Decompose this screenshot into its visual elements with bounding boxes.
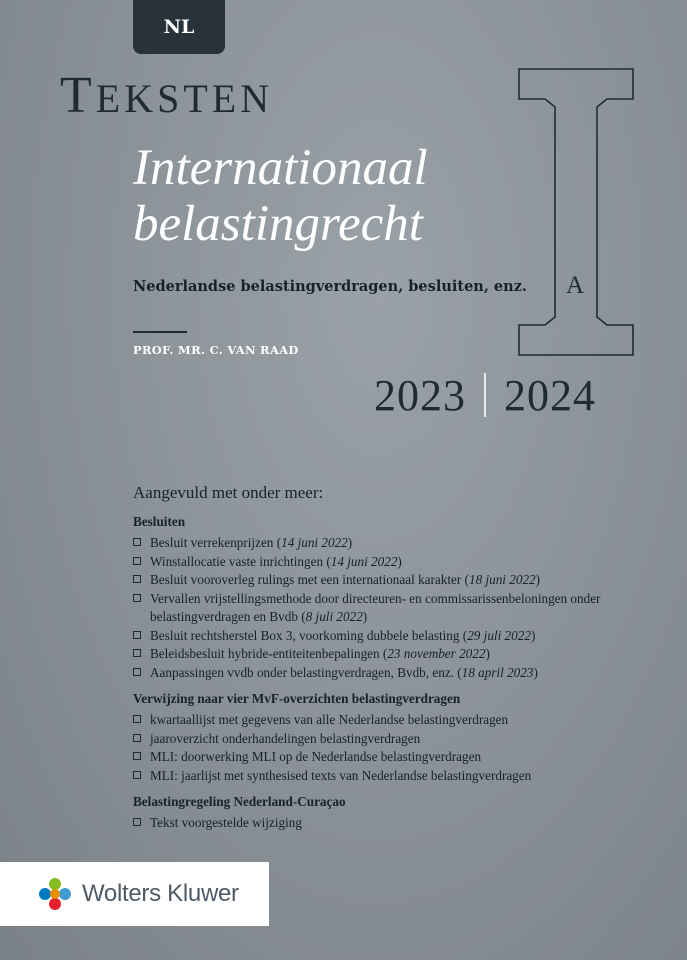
list-item: Besluit verrekenprijzen (14 juni 2022) (133, 534, 673, 553)
contents-heading: Aangevuld met onder meer: (133, 483, 324, 502)
list-item: Winstallocatie vaste inrichtingen (14 juni 2022) (133, 553, 673, 572)
edition-years (374, 370, 596, 420)
checkbox-icon (133, 752, 141, 760)
section-title: Belastingregeling Nederland-Curaçao (133, 794, 346, 809)
year-start: 2023 (374, 370, 466, 420)
section-title: Besluiten (133, 514, 186, 529)
section-items (133, 534, 673, 682)
checkbox-icon (133, 715, 141, 723)
book-title-line-1: Internationaal (133, 140, 428, 196)
list-item: kwartaallijst met gegevens van alle Nederlandse belastingverdragen (133, 711, 673, 730)
list-item: Besluit rechtsherstel Box 3, voorkoming dubbele belasting (29 juli 2022) (133, 627, 673, 646)
volume-letter: A (566, 272, 585, 299)
author: PROF. MR. C. VAN RAAD (133, 343, 299, 357)
publisher-name: Wolters Kluwer (82, 880, 239, 907)
list-item: Tekst voorgestelde wijziging (133, 814, 673, 833)
checkbox-icon (133, 818, 141, 826)
list-item: MLI: doorwerking MLI op de Nederlandse belastingverdragen (133, 748, 673, 767)
list-item: Beleidsbesluit hybride-entiteitenbepalingen (23 november 2022) (133, 645, 673, 664)
tagline: Nederlandse belastingverdragen, besluiten, enz. (133, 278, 527, 295)
contents-list (133, 483, 673, 842)
book-title (133, 140, 428, 252)
roman-i-emblem (515, 66, 637, 358)
divider-rule (133, 331, 187, 333)
series-title (60, 67, 274, 124)
list-item: Vervallen vrijstellingsmethode door directeuren- en commissarissenbeloningen onder belastingverdragen en Bvdb (8 juli 2022) (133, 590, 673, 627)
checkbox-icon (133, 734, 141, 742)
series-title-initial: T (60, 67, 96, 124)
checkbox-icon (133, 557, 141, 565)
language-tab: NL (133, 0, 225, 54)
publisher-logo (0, 862, 269, 926)
list-item: jaaroverzicht onderhandelingen belastingverdragen (133, 730, 673, 749)
checkbox-icon (133, 575, 141, 583)
checkbox-icon (133, 668, 141, 676)
list-item: Aanpassingen vvdb onder belastingverdragen, Bvdb, enz. (18 april 2023) (133, 664, 673, 683)
series-title-rest: EKSTEN (95, 76, 274, 121)
section-items (133, 814, 673, 833)
checkbox-icon (133, 649, 141, 657)
year-separator (484, 373, 486, 417)
checkbox-icon (133, 538, 141, 546)
checkbox-icon (133, 771, 141, 779)
list-item: Besluit vooroverleg rulings met een internationaal karakter (18 juni 2022) (133, 571, 673, 590)
section-items (133, 711, 673, 785)
list-item: MLI: jaarlijst met synthesised texts van Nederlandse belastingverdragen (133, 767, 673, 786)
year-end: 2024 (504, 370, 596, 420)
wolters-kluwer-logo-icon (38, 877, 72, 911)
checkbox-icon (133, 631, 141, 639)
book-title-line-2: belastingrecht (133, 196, 423, 252)
checkbox-icon (133, 594, 141, 602)
section-title: Verwijzing naar vier MvF-overzichten belastingverdragen (133, 691, 461, 706)
